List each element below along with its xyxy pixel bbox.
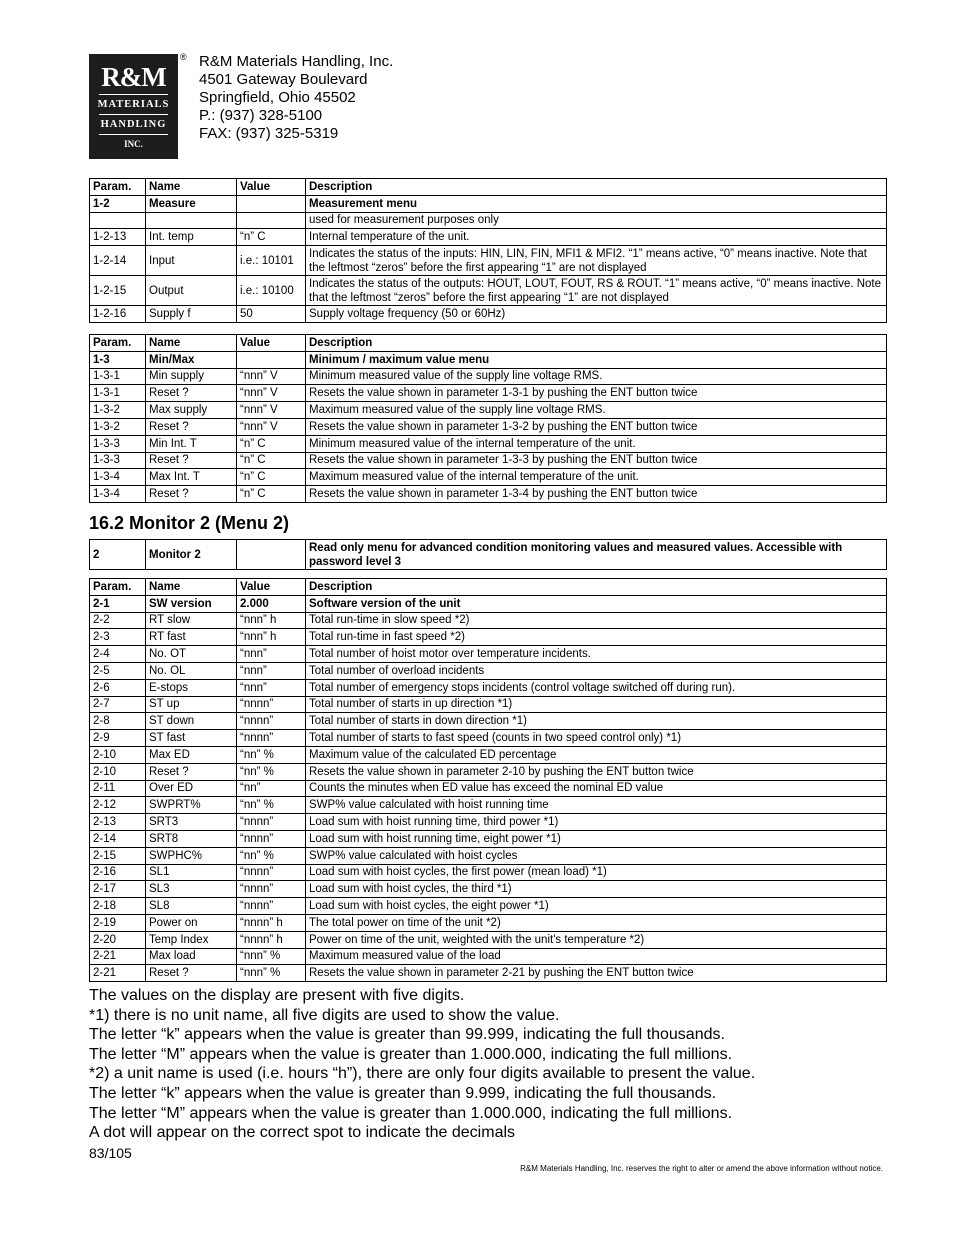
page-number: 83/105	[89, 1145, 132, 1161]
param-cell: 2-9	[90, 730, 146, 747]
name-cell: Reset ?	[146, 486, 237, 503]
value-cell: “nnn” V	[237, 402, 306, 419]
description-cell: Read only menu for advanced condition monitoring values and measured values. Accessible with password level 3	[306, 540, 887, 570]
param-cell: 2-4	[90, 646, 146, 663]
name-cell: ST fast	[146, 730, 237, 747]
param-cell: 1-3-4	[90, 469, 146, 486]
logo-line-handling: HANDLING	[100, 119, 167, 130]
table-header-row	[90, 579, 887, 596]
name-cell: Min Int. T	[146, 435, 237, 452]
note-line: The letter “k” appears when the value is greater than 99.999, indicating the full thousands.	[89, 1026, 725, 1044]
table-row	[90, 898, 887, 915]
table-row	[90, 780, 887, 797]
name-cell: Max Int. T	[146, 469, 237, 486]
footer-disclaimer: R&M Materials Handling, Inc. reserves the right to alter or amend the above information without notice.	[520, 1164, 883, 1173]
description-cell: The total power on time of the unit *2)	[306, 914, 887, 931]
param-cell: 2-21	[90, 948, 146, 965]
value-cell: Value	[237, 179, 306, 196]
table-row	[90, 276, 887, 306]
value-cell: “nnnn”	[237, 814, 306, 831]
description-cell: Maximum measured value of the internal temperature of the unit.	[306, 469, 887, 486]
name-cell: Supply f	[146, 306, 237, 323]
name-cell: Over ED	[146, 780, 237, 797]
description-cell: Resets the value shown in parameter 2-10 by pushing the ENT button twice	[306, 763, 887, 780]
value-cell: “nnn” h	[237, 612, 306, 629]
table-row	[90, 881, 887, 898]
note-line: The values on the display are present with five digits.	[89, 987, 465, 1004]
note-line: The letter “M” appears when the value is greater than 1.000.000, indicating the full millions.	[89, 1045, 733, 1063]
name-cell: SW version	[146, 595, 237, 612]
param-cell: 2-15	[90, 847, 146, 864]
table-row	[90, 662, 887, 679]
description-cell: Load sum with hoist cycles, the first power (mean load) *1)	[306, 864, 887, 881]
name-cell: Reset ?	[146, 418, 237, 435]
param-cell: 1-2-15	[90, 276, 146, 306]
value-cell: “nn”	[237, 780, 306, 797]
description-cell: Internal temperature of the unit.	[306, 229, 887, 246]
param-cell: 2-20	[90, 931, 146, 948]
name-cell	[146, 212, 237, 229]
table-row	[90, 402, 887, 419]
name-cell: Temp Index	[146, 931, 237, 948]
table-row	[90, 713, 887, 730]
value-cell: “n” C	[237, 229, 306, 246]
value-cell: “nnnn”	[237, 881, 306, 898]
param-cell: 2-2	[90, 612, 146, 629]
table-row	[90, 612, 887, 629]
value-cell	[237, 351, 306, 368]
param-cell: 1-2-16	[90, 306, 146, 323]
description-cell: Total number of starts to fast speed (counts in two speed control only) *1)	[306, 730, 887, 747]
address-line: R&M Materials Handling, Inc.	[199, 53, 394, 70]
description-cell: Load sum with hoist cycles, the third *1)	[306, 881, 887, 898]
value-cell: “nn” %	[237, 746, 306, 763]
logo-rule	[99, 94, 168, 95]
description-cell: Total number of starts in up direction *1)	[306, 696, 887, 713]
param-cell: 1-3	[90, 351, 146, 368]
description-cell: Indicates the status of the inputs: HIN, LIN, FIN, MFI1 & MFI2. “1” means active, “0” means inactive. Note that the leftmost “zeros” before the first appearing “1” are not displayed	[306, 246, 887, 276]
description-cell: Maximum measured value of the load	[306, 948, 887, 965]
logo-wordmark: R&M	[101, 62, 166, 92]
param-cell: 2-19	[90, 914, 146, 931]
table-row	[90, 746, 887, 763]
name-cell: Name	[146, 579, 237, 596]
name-cell: ST up	[146, 696, 237, 713]
company-logo	[89, 54, 178, 159]
description-cell: Load sum with hoist cycles, the eight power *1)	[306, 898, 887, 915]
description-cell: Minimum measured value of the internal temperature of the unit.	[306, 435, 887, 452]
table-row	[90, 847, 887, 864]
description-cell: Power on time of the unit, weighted with the unit's temperature *2)	[306, 931, 887, 948]
name-cell: Input	[146, 246, 237, 276]
param-cell: 2-3	[90, 629, 146, 646]
param-cell: 2-10	[90, 763, 146, 780]
description-cell: Load sum with hoist running time, eight power *1)	[306, 830, 887, 847]
value-cell: “n” C	[237, 435, 306, 452]
value-cell: “nnn” %	[237, 965, 306, 982]
param-cell: 1-3-1	[90, 368, 146, 385]
name-cell: Max supply	[146, 402, 237, 419]
value-cell	[237, 212, 306, 229]
table-row	[90, 679, 887, 696]
name-cell: Name	[146, 179, 237, 196]
table-row	[90, 595, 887, 612]
value-cell: Value	[237, 335, 306, 352]
description-cell: Description	[306, 179, 887, 196]
value-cell: “nn” %	[237, 847, 306, 864]
value-cell: i.e.: 10101	[237, 246, 306, 276]
value-cell: “nnnn”	[237, 864, 306, 881]
table-row	[90, 965, 887, 982]
table-row	[90, 452, 887, 469]
description-cell: Description	[306, 579, 887, 596]
value-cell: “nnnn” h	[237, 914, 306, 931]
name-cell: RT fast	[146, 629, 237, 646]
name-cell: SWPHC%	[146, 847, 237, 864]
table-row	[90, 948, 887, 965]
table-row	[90, 540, 887, 570]
value-cell: “nnn” %	[237, 948, 306, 965]
logo-rule	[99, 114, 168, 115]
param-cell: 1-3-3	[90, 435, 146, 452]
value-cell	[237, 195, 306, 212]
table-row	[90, 730, 887, 747]
name-cell: SL3	[146, 881, 237, 898]
value-cell: “nnn” h	[237, 629, 306, 646]
param-cell: 2-6	[90, 679, 146, 696]
param-cell: 1-3-1	[90, 385, 146, 402]
param-cell: Param.	[90, 579, 146, 596]
table-row	[90, 385, 887, 402]
logo-line-inc: INC.	[124, 139, 143, 149]
description-cell: Resets the value shown in parameter 1-3-2 by pushing the ENT button twice	[306, 418, 887, 435]
value-cell: “nn” %	[237, 763, 306, 780]
param-cell: 1-3-2	[90, 418, 146, 435]
value-cell: 2.000	[237, 595, 306, 612]
value-cell: “nnn”	[237, 662, 306, 679]
param-cell: 1-3-2	[90, 402, 146, 419]
description-cell: Measurement menu	[306, 195, 887, 212]
value-cell	[237, 540, 306, 570]
description-cell: used for measurement purposes only	[306, 212, 887, 229]
param-cell: 1-2-13	[90, 229, 146, 246]
value-cell: “nnn” V	[237, 418, 306, 435]
description-cell: Total number of overload incidents	[306, 662, 887, 679]
value-cell: 50	[237, 306, 306, 323]
name-cell: SRT8	[146, 830, 237, 847]
table-row	[90, 763, 887, 780]
name-cell: Max ED	[146, 746, 237, 763]
value-cell: “nnnn”	[237, 713, 306, 730]
monitor2-menu-table	[89, 539, 887, 570]
param-cell: 1-3-3	[90, 452, 146, 469]
company-address	[199, 53, 393, 143]
value-cell: “nnnn” h	[237, 931, 306, 948]
value-cell: “nnnn”	[237, 830, 306, 847]
section-title: 16.2 Monitor 2 (Menu 2)	[89, 513, 290, 533]
value-cell: “n” C	[237, 452, 306, 469]
name-cell: Reset ?	[146, 965, 237, 982]
note-line: *1) there is no unit name, all five digits are used to show the value.	[89, 1006, 560, 1024]
description-cell: Load sum with hoist running time, third power *1)	[306, 814, 887, 831]
table-row	[90, 864, 887, 881]
note-line: The letter “k” appears when the value is greater than 9.999, indicating the full thousands.	[89, 1084, 717, 1102]
param-cell: 1-2	[90, 195, 146, 212]
description-cell: Total run-time in fast speed *2)	[306, 629, 887, 646]
name-cell: No. OL	[146, 662, 237, 679]
notes-block	[89, 986, 755, 1143]
name-cell: SL8	[146, 898, 237, 915]
description-cell: Resets the value shown in parameter 1-3-1 by pushing the ENT button twice	[306, 385, 887, 402]
param-cell: 2-16	[90, 864, 146, 881]
param-cell: 2	[90, 540, 146, 570]
table-row	[90, 306, 887, 323]
monitor2-parameters-table	[89, 578, 887, 982]
description-cell: Total number of starts in down direction *1)	[306, 713, 887, 730]
table-row	[90, 212, 887, 229]
name-cell: Measure	[146, 195, 237, 212]
description-cell: Maximum measured value of the supply line voltage RMS.	[306, 402, 887, 419]
name-cell: Min/Max	[146, 351, 237, 368]
description-cell: SWP% value calculated with hoist running time	[306, 797, 887, 814]
param-cell: Param.	[90, 179, 146, 196]
name-cell: Power on	[146, 914, 237, 931]
description-cell: Indicates the status of the outputs: HOUT, LOUT, FOUT, RS & ROUT. “1” means active, “0” means inactive. Note that the leftmost “zeros” before the first appearing “1” are not displayed	[306, 276, 887, 306]
param-cell: 1-3-4	[90, 486, 146, 503]
table-row	[90, 418, 887, 435]
registered-mark: ®	[180, 52, 187, 62]
param-cell: 2-17	[90, 881, 146, 898]
table-row	[90, 469, 887, 486]
table-row	[90, 435, 887, 452]
param-cell: 2-11	[90, 780, 146, 797]
param-cell: 2-14	[90, 830, 146, 847]
table-row	[90, 914, 887, 931]
name-cell: Max load	[146, 948, 237, 965]
value-cell: “nnnn”	[237, 696, 306, 713]
address-line: FAX: (937) 325-5319	[199, 125, 339, 142]
note-line: The letter “M” appears when the value is greater than 1.000.000, indicating the full millions.	[89, 1104, 733, 1122]
value-cell: “nnn”	[237, 679, 306, 696]
table-row	[90, 629, 887, 646]
table-row	[90, 646, 887, 663]
value-cell: i.e.: 10100	[237, 276, 306, 306]
value-cell: “nnn”	[237, 646, 306, 663]
description-cell: Description	[306, 335, 887, 352]
table-row	[90, 830, 887, 847]
table-header-row	[90, 335, 887, 352]
value-cell: “nnn” V	[237, 385, 306, 402]
description-cell: Resets the value shown in parameter 1-3-4 by pushing the ENT button twice	[306, 486, 887, 503]
name-cell: SRT3	[146, 814, 237, 831]
logo-line-materials: MATERIALS	[97, 99, 170, 110]
param-cell: 2-13	[90, 814, 146, 831]
description-cell: Resets the value shown in parameter 1-3-3 by pushing the ENT button twice	[306, 452, 887, 469]
name-cell: E-stops	[146, 679, 237, 696]
description-cell: Total number of emergency stops incidents (control voltage switched off during run).	[306, 679, 887, 696]
note-line: A dot will appear on the correct spot to indicate the decimals	[89, 1124, 516, 1142]
table-row	[90, 814, 887, 831]
table-row	[90, 696, 887, 713]
param-cell: 1-2-14	[90, 246, 146, 276]
param-cell	[90, 212, 146, 229]
name-cell: Reset ?	[146, 385, 237, 402]
param-cell: 2-18	[90, 898, 146, 915]
table-row	[90, 195, 887, 212]
value-cell: “nnnn”	[237, 898, 306, 915]
name-cell: Int. temp	[146, 229, 237, 246]
param-cell: Param.	[90, 335, 146, 352]
logo-rule	[99, 134, 168, 135]
value-cell: “n” C	[237, 469, 306, 486]
table-header-row	[90, 179, 887, 196]
value-cell: “nn” %	[237, 797, 306, 814]
param-cell: 2-1	[90, 595, 146, 612]
param-cell: 2-8	[90, 713, 146, 730]
description-cell: Resets the value shown in parameter 2-21 by pushing the ENT button twice	[306, 965, 887, 982]
description-cell: Minimum measured value of the supply line voltage RMS.	[306, 368, 887, 385]
description-cell: Minimum / maximum value menu	[306, 351, 887, 368]
note-line: *2) a unit name is used (i.e. hours “h”), there are only four digits available to present the value.	[89, 1065, 756, 1083]
name-cell: SWPRT%	[146, 797, 237, 814]
name-cell: Min supply	[146, 368, 237, 385]
table-row	[90, 931, 887, 948]
address-line: 4501 Gateway Boulevard	[199, 71, 368, 88]
description-cell: Total number of hoist motor over temperature incidents.	[306, 646, 887, 663]
value-cell: “n” C	[237, 486, 306, 503]
description-cell: Total run-time in slow speed *2)	[306, 612, 887, 629]
table-row	[90, 486, 887, 503]
name-cell: Name	[146, 335, 237, 352]
address-line: Springfield, Ohio 45502	[199, 89, 356, 106]
description-cell: Maximum value of the calculated ED percentage	[306, 746, 887, 763]
value-cell: “nnnn”	[237, 730, 306, 747]
param-cell: 2-12	[90, 797, 146, 814]
name-cell: ST down	[146, 713, 237, 730]
address-line: P.: (937) 328-5100	[199, 107, 323, 124]
name-cell: RT slow	[146, 612, 237, 629]
param-cell: 2-21	[90, 965, 146, 982]
param-cell: 2-7	[90, 696, 146, 713]
param-cell: 2-5	[90, 662, 146, 679]
table-row	[90, 368, 887, 385]
measure-table	[89, 178, 887, 323]
table-row	[90, 797, 887, 814]
name-cell: Reset ?	[146, 763, 237, 780]
name-cell: No. OT	[146, 646, 237, 663]
table-row	[90, 246, 887, 276]
param-cell: 2-10	[90, 746, 146, 763]
name-cell: Output	[146, 276, 237, 306]
minmax-table	[89, 334, 887, 503]
value-cell: “nnn” V	[237, 368, 306, 385]
description-cell: SWP% value calculated with hoist cycles	[306, 847, 887, 864]
table-row	[90, 351, 887, 368]
name-cell: Monitor 2	[146, 540, 237, 570]
table-row	[90, 229, 887, 246]
value-cell: Value	[237, 579, 306, 596]
description-cell: Software version of the unit	[306, 595, 887, 612]
description-cell: Supply voltage frequency (50 or 60Hz)	[306, 306, 887, 323]
description-cell: Counts the minutes when ED value has exceed the nominal ED value	[306, 780, 887, 797]
name-cell: Reset ?	[146, 452, 237, 469]
name-cell: SL1	[146, 864, 237, 881]
